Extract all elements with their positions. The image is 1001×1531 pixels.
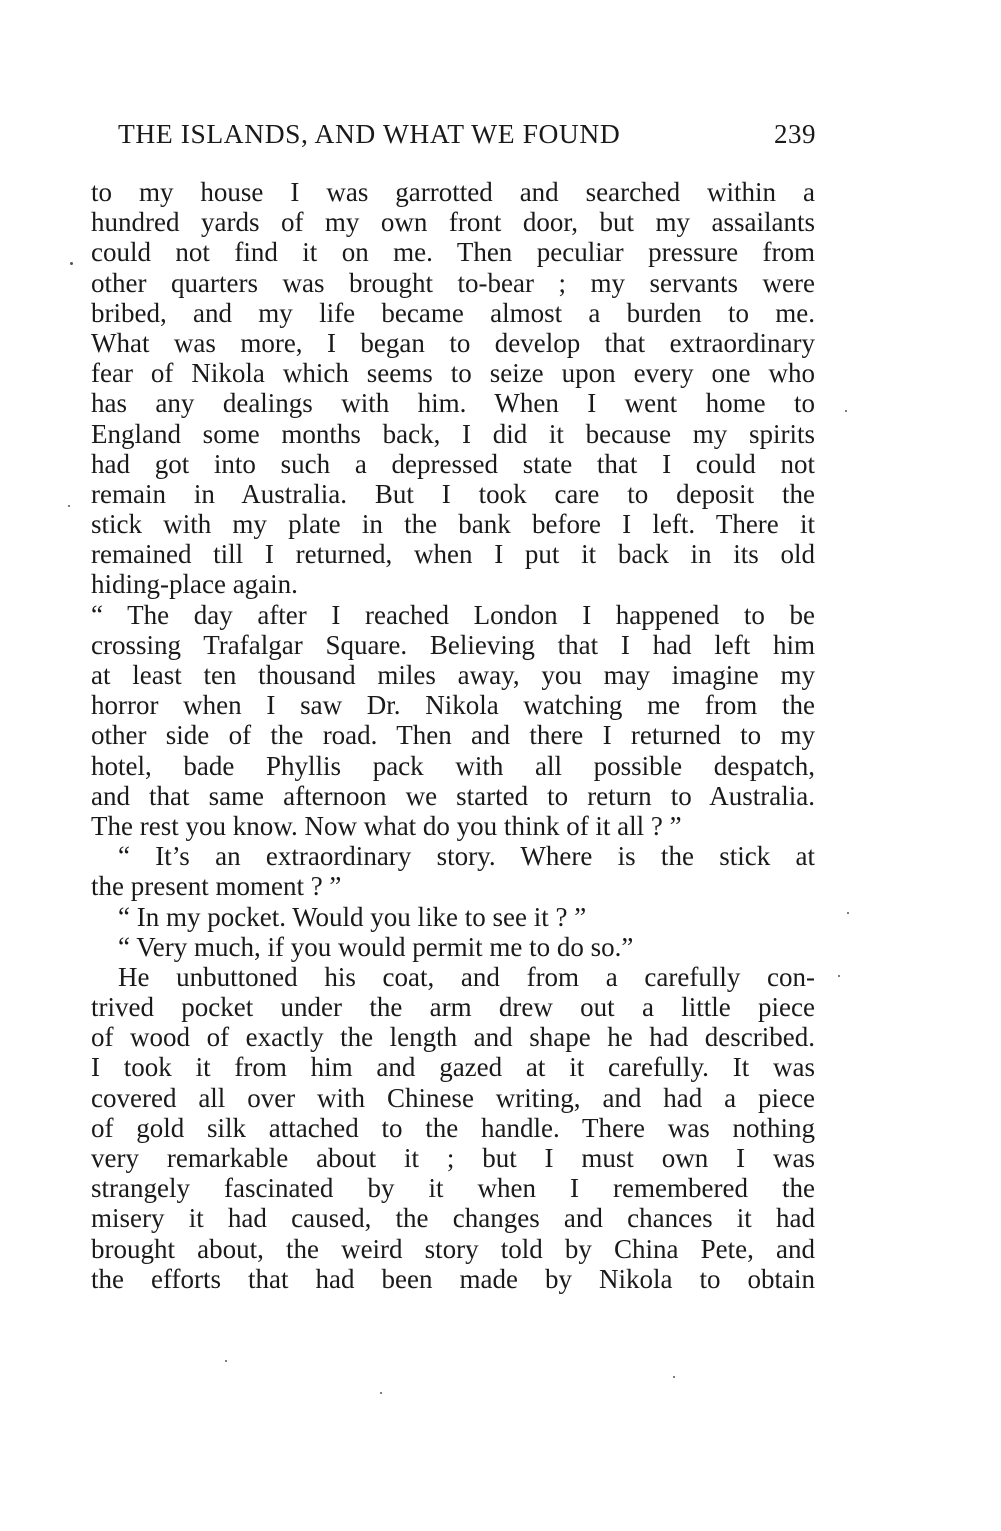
text-line: very remarkable about it ; but I must own I was (91, 1143, 815, 1173)
text-line: hundred yards of my own front door, but my assailants (91, 207, 815, 238)
text-line: and that same afternoon we started to return to Australia. (91, 780, 815, 811)
text-line: “ In my pocket. Would you like to see it ? ” (118, 901, 587, 932)
scan-speck (838, 975, 840, 977)
text-line: brought about, the weird story told by China Pete, and (91, 1233, 815, 1264)
text-line: other quarters was brought to-bear ; my servants were (91, 267, 815, 298)
text-line: fear of Nikola which seems to seize upon every one who (91, 358, 815, 389)
text-line: covered all over with Chinese writing, and had a piece (91, 1082, 815, 1113)
text-line: I took it from him and gazed at it carefully. It was (91, 1052, 815, 1083)
page-number: 239 (774, 119, 816, 149)
text-line: England some months back, I did it because my spirits (91, 418, 815, 449)
text-line: remained till I returned, when I put it back in its old (91, 539, 815, 570)
text-line: to my house I was garrotted and searched within a (91, 177, 815, 207)
text-line: other side of the road. Then and there I returned to my (91, 720, 815, 751)
scan-speck (673, 1376, 675, 1378)
text-line: has any dealings with him. When I went home to (91, 388, 815, 419)
scan-speck (380, 1392, 382, 1394)
text-line: “ Very much, if you would permit me to do so.” (118, 931, 634, 962)
text-line: “ The day after I reached London I happened to be (91, 599, 815, 630)
scan-speck (68, 505, 70, 507)
text-line: stick with my plate in the bank before I left. There it (91, 509, 815, 540)
text-line: trived pocket under the arm drew out a little piece (91, 992, 815, 1023)
text-line: He unbuttoned his coat, and from a carefully con- (118, 961, 815, 992)
text-line: at least ten thousand miles away, you may imagine my (91, 660, 815, 690)
running-head-title: THE ISLANDS, AND WHAT WE FOUND (118, 118, 621, 149)
scan-speck (845, 410, 847, 412)
text-line: remain in Australia. But I took care to deposit the (91, 478, 815, 509)
text-line: horror when I saw Dr. Nikola watching me from the (91, 690, 815, 721)
text-line: “ It’s an extraordinary story. Where is the stick at (118, 841, 815, 872)
text-line: hotel, bade Phyllis pack with all possible despatch, (91, 750, 815, 781)
text-line: could not find it on me. Then peculiar pressure from (91, 237, 815, 268)
text-line: misery it had caused, the changes and chances it had (91, 1203, 815, 1234)
text-line: hiding-place again. (91, 569, 298, 600)
running-head (118, 116, 818, 152)
text-line: The rest you know. Now what do you think of it all ? ” (91, 810, 682, 841)
text-line: bribed, and my life became almost a burden to me. (91, 297, 815, 328)
text-line: crossing Trafalgar Square. Believing that I had left him (91, 629, 815, 660)
text-line: had got into such a depressed state that I could not (91, 448, 815, 479)
text-line: strangely fascinated by it when I remembered the (91, 1173, 815, 1204)
text-line: the efforts that had been made by Nikola to obtain (91, 1263, 815, 1294)
scan-speck (70, 262, 73, 265)
body-text (91, 177, 815, 1294)
scan-speck (847, 912, 849, 914)
text-line: What was more, I began to develop that extraordinary (91, 327, 815, 358)
text-line: of wood of exactly the length and shape he had described. (91, 1022, 815, 1053)
text-line: of gold silk attached to the handle. There was nothing (91, 1112, 815, 1143)
text-line: the present moment ? ” (91, 871, 342, 902)
scan-speck (225, 1360, 227, 1362)
